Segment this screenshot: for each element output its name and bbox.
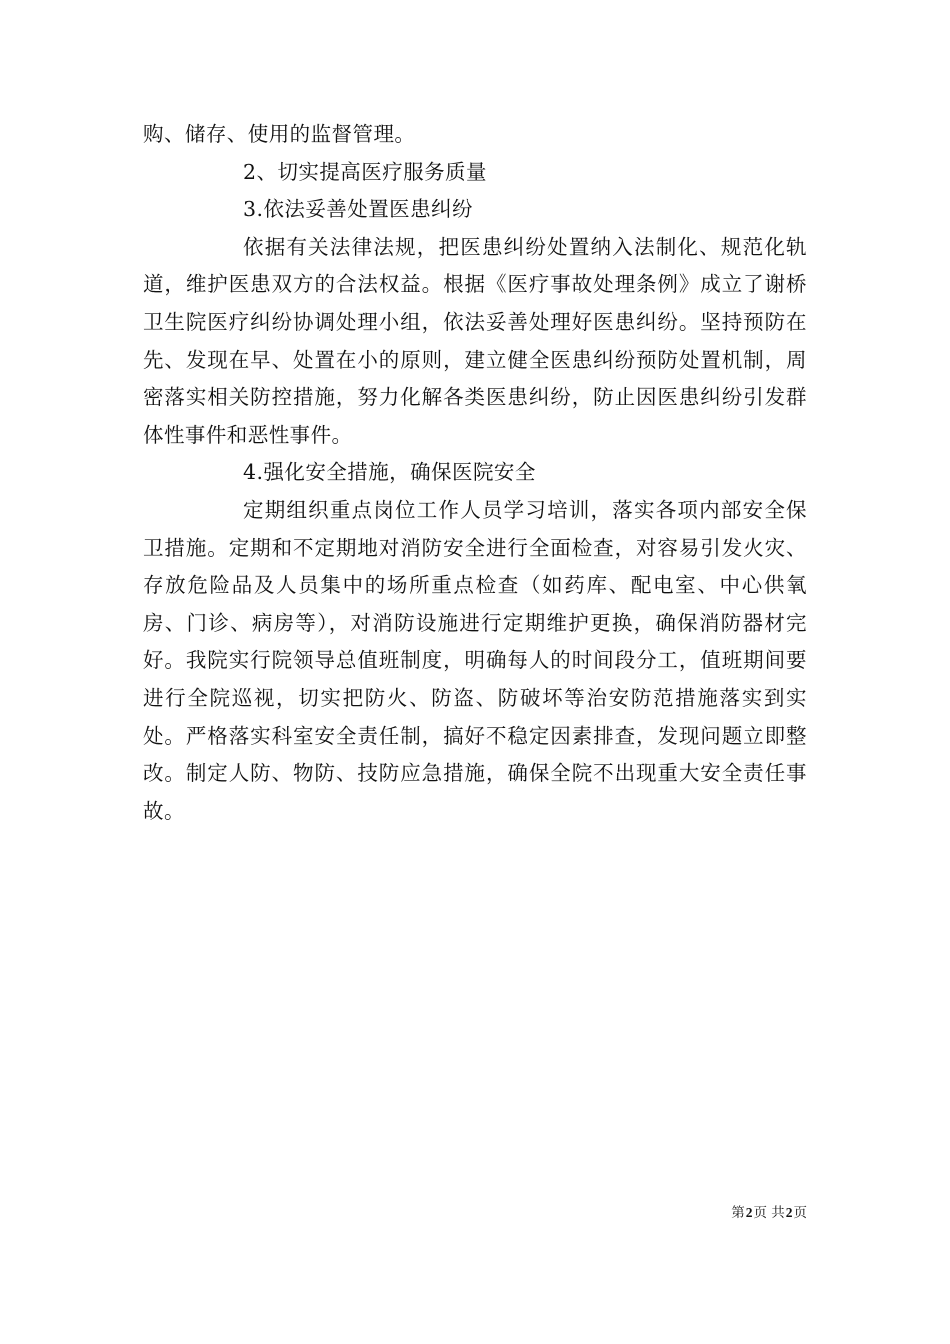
footer-middle: 页 共 (753, 1205, 785, 1221)
footer-prefix: 第 (731, 1205, 745, 1221)
footer-total-pages: 2 (785, 1205, 793, 1220)
footer-suffix: 页 (793, 1205, 807, 1221)
section-heading-2: 2、切实提高医疗服务质量 (243, 159, 487, 184)
paragraph-safety-measures: 定期组织重点岗位工作人员学习培训，落实各项内部安全保卫措施。定期和不定期地对消防安全进行全面检查，对容易引发火灾、存放危险品及人员集中的场所重点检查（如药库、配电室、中心供氧房、门诊、病房等），对消防设施进行定期维护更换，确保消防器材完好。我院实行院领导总值班制度，明确每人的时间段分工，值班期间要进行全院巡视，切实把防火、防盗、防破坏等治安防范措施落实到实处。严格落实科室安全责任制，搞好不稳定因素排查，发现问题立即整改。制定人防、物防、技防应急措施，确保全院不出现重大安全责任事故。 (143, 497, 807, 823)
section-heading-4: 4.强化安全措施，确保医院安全 (243, 460, 536, 485)
page-number-footer (731, 1204, 807, 1222)
document-body (143, 116, 807, 830)
paragraph-medical-disputes: 依据有关法律法规，把医患纠纷处置纳入法制化、规范化轨道，维护医患双方的合法权益。根据《医疗事故处理条例》成立了谢桥卫生院医疗纠纷协调处理小组，依法妥善处理好医患纠纷。坚持预防在先、发现在早、处置在小的原则，建立健全医患纠纷预防处置机制，周密落实相关防控措施，努力化解各类医患纠纷，防止因医患纠纷引发群体性事件和恶性事件。 (143, 234, 807, 447)
section-heading-3: 3.依法妥善处置医患纠纷 (243, 197, 473, 222)
paragraph-continued: 购、储存、使用的监督管理。 (143, 122, 416, 146)
footer-current-page: 2 (745, 1205, 753, 1220)
